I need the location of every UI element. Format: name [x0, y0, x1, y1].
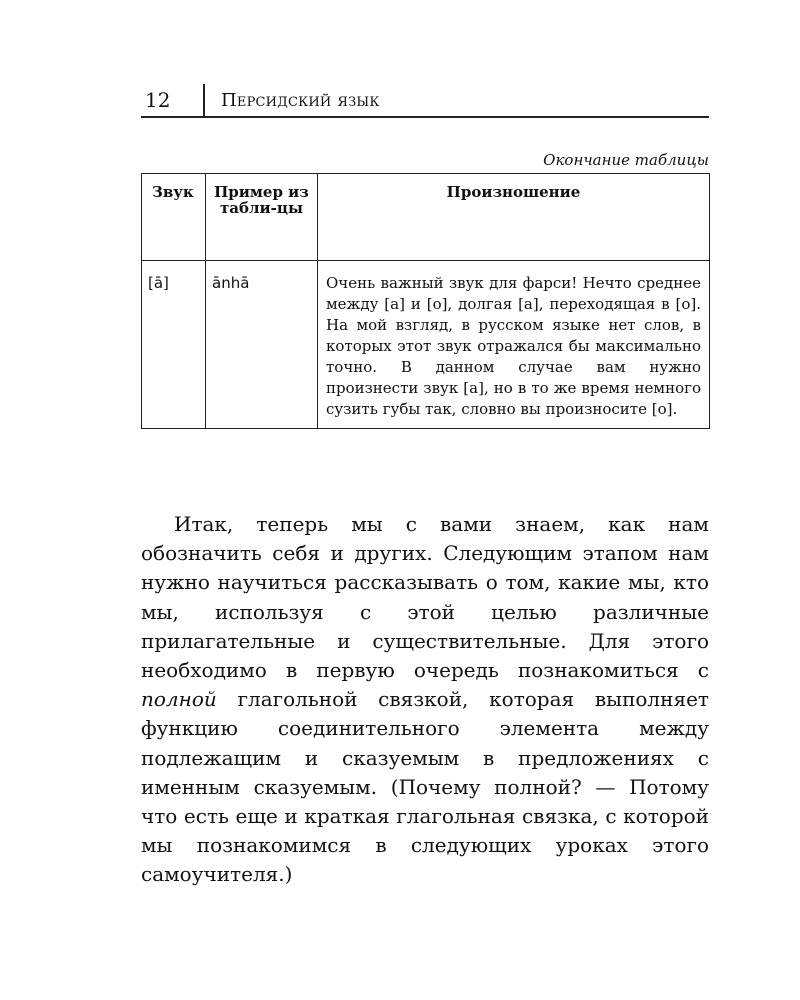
header-divider	[203, 84, 205, 116]
page-number: 12	[145, 88, 171, 112]
cell-example: ānhā	[206, 261, 318, 429]
cell-sound: [ā]	[142, 261, 206, 429]
table-caption: Окончание таблицы	[543, 151, 709, 169]
phonetics-table	[141, 173, 710, 429]
cell-pronunciation: Очень важный звук для фарси! Нечто среднее между [а] и [о], долгая [а], переходящая в [о]. На мой взгляд, в русском языке нет слов, в которых этот звук отражался бы максимально точно. В данном случае вам нужно произнести звук [а], но в то же время немного сузить губы так, словно вы произносите [о].	[318, 261, 710, 429]
column-header-example: Пример из табли-цы	[206, 174, 318, 261]
table-row	[142, 261, 710, 429]
column-header-sound: Звук	[142, 174, 206, 261]
column-header-pronunciation: Произношение	[318, 174, 710, 261]
body-text-part-2: глагольной связкой, которая выполняет функцию соединительного элемента между подлежащим и сказуемым в предложениях с именным сказуемым. (Почему полной? — Потому что есть еще и краткая глагольная связка, с которой мы познакомимся в следующих уроках этого самоучителя.)	[141, 687, 709, 887]
body-text-part-1: Итак, теперь мы с вами знаем, как нам обозначить себя и других. Следующим этапом нам нужно научиться рассказывать о том, какие мы, кто мы, используя с этой целью различные прилагательные и существительные. Для этого необходимо в первую очередь познакомиться с	[141, 512, 709, 683]
table-header-row	[142, 174, 710, 261]
body-paragraph	[141, 510, 709, 890]
running-header	[141, 80, 709, 118]
emphasis-word: полной	[141, 687, 217, 712]
book-title: Персидский язык	[221, 90, 380, 111]
